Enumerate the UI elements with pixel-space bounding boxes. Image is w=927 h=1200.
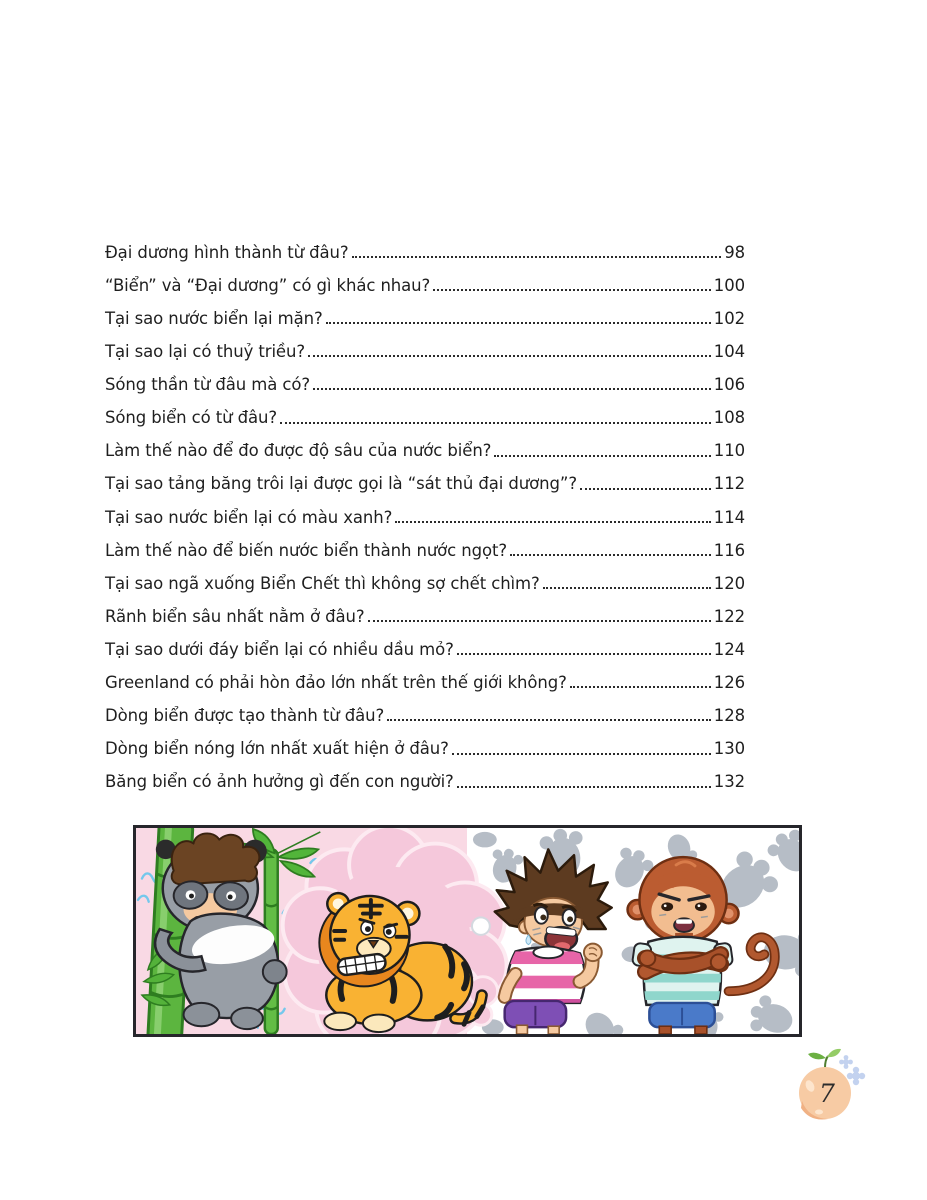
toc-entry-title: Tại sao tảng băng trôi lại được gọi là “sát thủ đại dương”? (105, 474, 577, 494)
toc-row (105, 332, 745, 365)
toc-entry-title: Làm thế nào để biến nước biển thành nước ngọt? (105, 540, 508, 560)
page-number: 7 (819, 1079, 835, 1108)
toc-leader-dots (387, 719, 711, 721)
toc-entry-title: Dòng biển nóng lớn nhất xuất hiện ở đâu? (105, 739, 449, 759)
toc-entry-title: Rãnh biển sâu nhất nằm ở đâu? (105, 606, 365, 626)
toc-entry-page: 98 (724, 242, 745, 262)
toc-entry-title: Tại sao nước biển lại có màu xanh? (105, 507, 393, 527)
toc-entry-page: 120 (713, 573, 745, 593)
toc-entry-title: Sóng biển có từ đâu? (105, 408, 278, 428)
toc-row (105, 564, 745, 597)
toc-entry-page: 110 (713, 441, 745, 461)
toc-entry-page: 104 (713, 342, 745, 362)
toc-entry-page: 128 (713, 706, 745, 726)
toc-entry-page: 100 (713, 275, 745, 295)
toc-entry-title: Sóng thần từ đâu mà có? (105, 375, 310, 395)
toc-leader-dots (580, 488, 711, 490)
toc-list (105, 233, 745, 796)
toc-row (105, 266, 745, 299)
toc-row (105, 597, 745, 630)
toc-row (105, 398, 745, 431)
sprout-icon (808, 1049, 841, 1068)
toc-row (105, 498, 745, 531)
toc-row (105, 630, 745, 663)
toc-entry-title: Đại dương hình thành từ đâu? (105, 242, 349, 262)
toc-entry-title: Tại sao dưới đáy biển lại có nhiều dầu mỏ? (105, 639, 454, 659)
toc-entry-page: 112 (713, 474, 745, 494)
toc-row (105, 696, 745, 729)
story-illustration (133, 825, 802, 1037)
toc-leader-dots (308, 355, 711, 357)
toc-row (105, 531, 745, 564)
toc-entry-title: Dòng biển được tạo thành từ đâu? (105, 706, 385, 726)
toc-leader-dots (494, 455, 710, 457)
toc-entry-title: Tại sao lại có thuỷ triều? (105, 342, 306, 362)
toc-row (105, 365, 745, 398)
toc-row (105, 729, 745, 762)
toc-leader-dots (313, 388, 711, 390)
toc-entry-title: Băng biển có ảnh hưởng gì đến con người? (105, 772, 454, 792)
toc-entry-title: Tại sao ngã xuống Biển Chết thì không sợ chết chìm? (105, 573, 540, 593)
toc-row (105, 233, 745, 266)
toc-entry-page: 132 (713, 772, 745, 792)
toc-leader-dots (457, 786, 711, 788)
toc-row (105, 663, 745, 696)
illustration-canvas (136, 828, 799, 1034)
toc-row (105, 763, 745, 796)
toc-entry-page: 116 (713, 540, 745, 560)
toc-entry-page: 108 (713, 408, 745, 428)
thought-bubble-dot (472, 917, 490, 934)
toc-leader-dots (395, 521, 711, 523)
toc-row (105, 299, 745, 332)
toc-leader-dots (457, 653, 711, 655)
toc-leader-dots (433, 289, 711, 291)
toc-entry-title: Làm thế nào để đo được độ sâu của nước biển? (105, 441, 492, 461)
toc-entry-page: 102 (713, 308, 745, 328)
toc-entry-page: 122 (713, 606, 745, 626)
toc-entry-page: 124 (713, 639, 745, 659)
toc-entry-title: Greenland có phải hòn đảo lớn nhất trên thế giới không? (105, 673, 567, 692)
toc-entry-page: 130 (713, 739, 745, 759)
toc-leader-dots (352, 256, 722, 258)
toc-leader-dots (280, 422, 711, 424)
toc-entry-page: 106 (713, 375, 745, 395)
toc-leader-dots (510, 554, 711, 556)
toc-leader-dots (326, 322, 711, 324)
toc-entry-page: 126 (713, 673, 745, 692)
toc-row (105, 465, 745, 498)
toc-entry-page: 114 (713, 507, 745, 527)
toc-leader-dots (543, 587, 711, 589)
peach-icon (788, 1046, 872, 1130)
toc-entry-title: “Biển” và “Đại dương” có gì khác nhau? (105, 275, 431, 295)
page-number-badge (788, 1046, 872, 1130)
toc-entry-title: Tại sao nước biển lại mặn? (105, 308, 323, 328)
toc-row (105, 432, 745, 465)
toc-leader-dots (368, 620, 711, 622)
toc-leader-dots (452, 753, 711, 755)
toc-leader-dots (570, 686, 711, 688)
